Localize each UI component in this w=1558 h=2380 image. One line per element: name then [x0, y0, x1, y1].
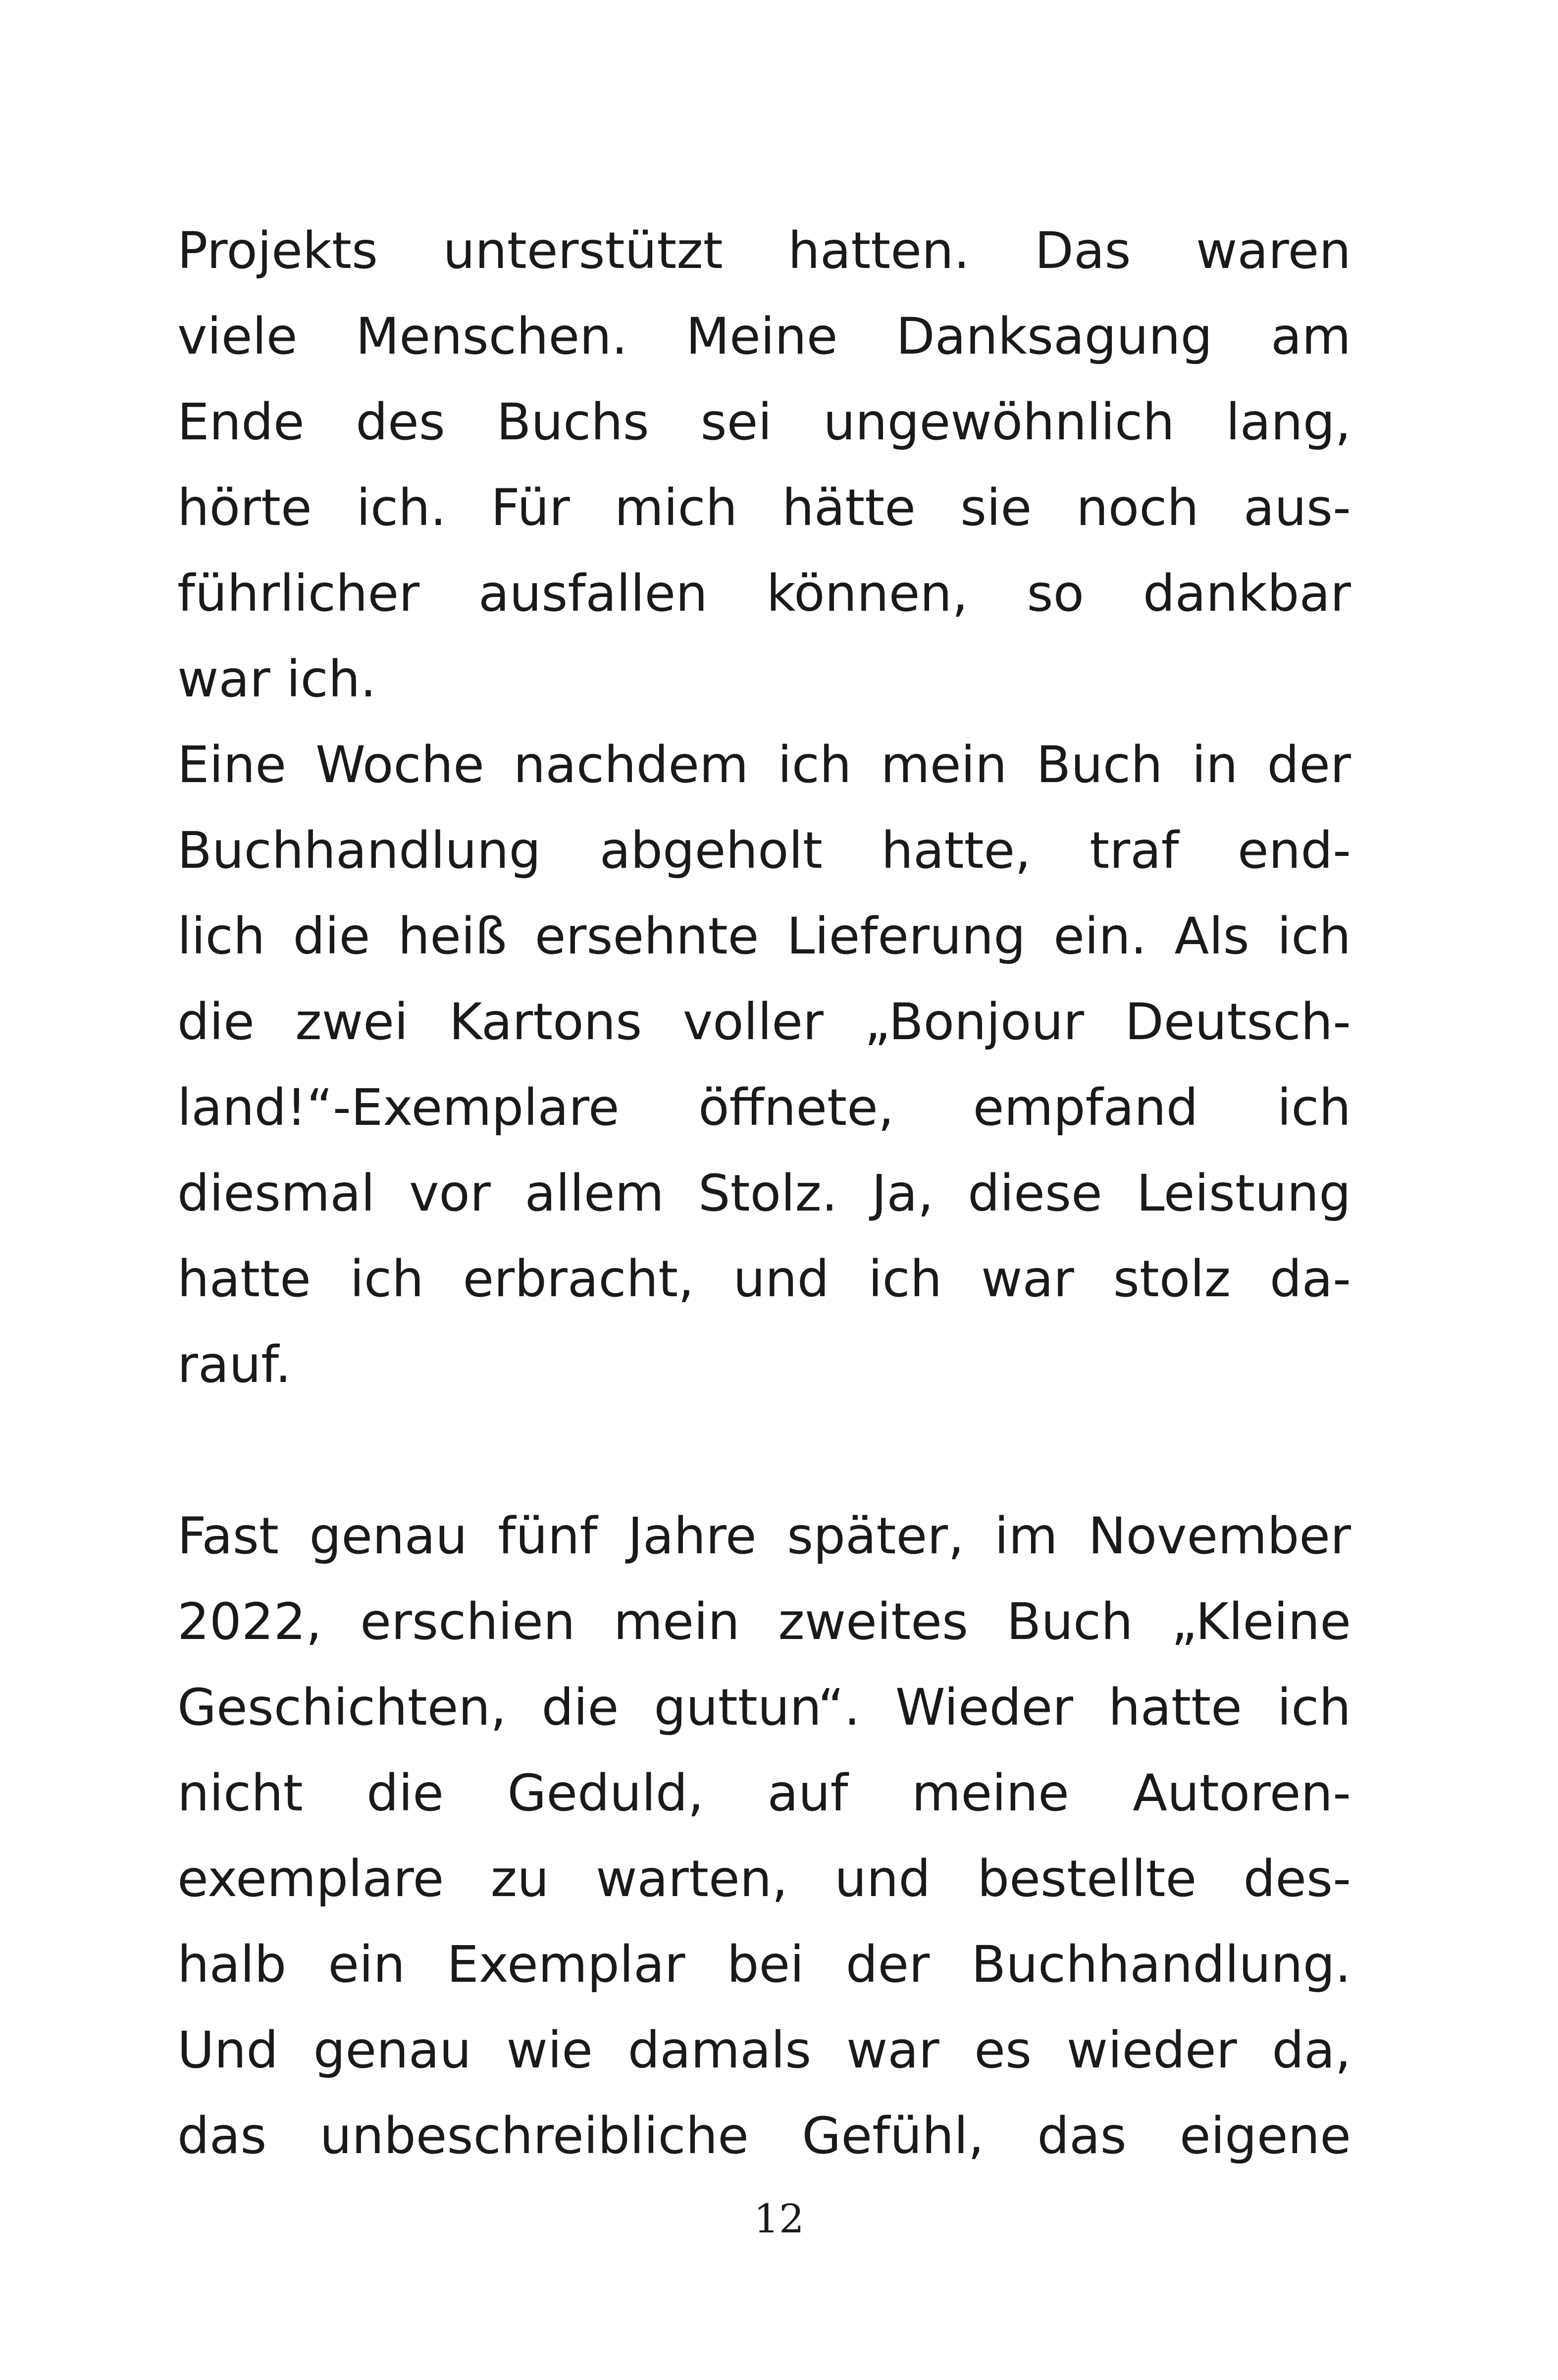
- book-page-text: [177, 208, 1351, 2179]
- text-line: 2022, erschien mein zweites Buch „Kleine: [177, 1592, 1351, 1651]
- text-line: land!“-Exemplare öffnete, empfand ich: [177, 1078, 1351, 1137]
- paragraph-2: [177, 722, 1351, 1408]
- text-line: nicht die Geduld, auf meine Autoren-: [177, 1764, 1351, 1823]
- text-line: lich die heiß ersehnte Lieferung ein. Als ich: [177, 907, 1351, 966]
- paragraph-gap: [177, 1408, 1351, 1493]
- text-line: diesmal vor allem Stolz. Ja, diese Leistung: [177, 1164, 1351, 1223]
- page-number: 12: [754, 2196, 804, 2242]
- paragraph-3: [177, 1493, 1351, 2179]
- text-line: hörte ich. Für mich hätte sie noch aus-: [177, 478, 1351, 537]
- text-line: Ende des Buchs sei ungewöhnlich lang,: [177, 393, 1351, 452]
- text-line: Und genau wie damals war es wieder da,: [177, 2021, 1351, 2080]
- text-line: Projekts unterstützt hatten. Das waren: [177, 221, 1351, 280]
- text-line: Geschichten, die guttun“. Wieder hatte ich: [177, 1678, 1351, 1737]
- paragraph-1: [177, 208, 1351, 722]
- text-line: viele Menschen. Meine Danksagung am: [177, 307, 1351, 366]
- text-line: halb ein Exemplar bei der Buchhandlung.: [177, 1935, 1351, 1994]
- text-line: das unbeschreibliche Gefühl, das eigene: [177, 2107, 1351, 2166]
- text-line: Buchhandlung abgeholt hatte, traf end-: [177, 821, 1351, 880]
- text-line: die zwei Kartons voller „Bonjour Deutsch-: [177, 993, 1351, 1052]
- text-line: exemplare zu warten, und bestellte des-: [177, 1850, 1351, 1908]
- text-line: Eine Woche nachdem ich mein Buch in der: [177, 736, 1351, 794]
- text-line: Fast genau fünf Jahre später, im November: [177, 1507, 1351, 1566]
- text-line: führlicher ausfallen können, so dankbar: [177, 564, 1351, 623]
- text-line: rauf.: [177, 1335, 291, 1394]
- text-line: hatte ich erbracht, und ich war stolz da-: [177, 1250, 1351, 1309]
- text-line: war ich.: [177, 650, 376, 709]
